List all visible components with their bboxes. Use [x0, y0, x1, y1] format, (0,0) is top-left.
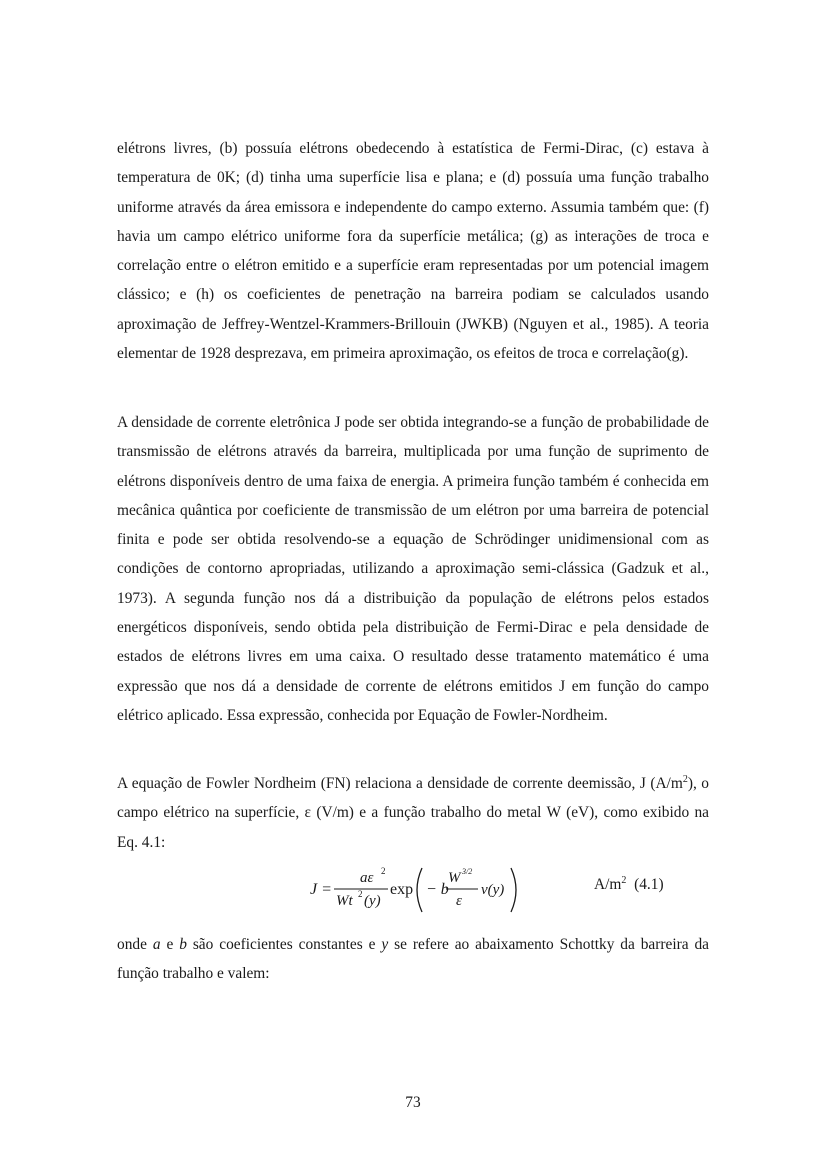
- paragraph-fn-equation-intro: [117, 769, 709, 857]
- p3-superscript: 2: [682, 773, 688, 785]
- page-number: 73: [405, 1094, 421, 1111]
- eq-right-paren: [511, 868, 516, 912]
- p4-text-3: são coeficientes constantes e: [186, 936, 382, 953]
- p4-text-2: e: [160, 936, 180, 953]
- paragraph-current-density: A densidade de corrente eletrônica J pode ser obtida integrando-se a função de probabilidade de transmissão de elétrons através da barreira, multiplicada por uma função de suprimento de elétrons disponíveis dentro de uma faixa de energia. A primeira função também é conhecida em mecânica quântica por coeficiente de transmissão de um elétron por uma barreira de potencial finita e pode ser obtida resolvendo-se a equação de Schrödinger unidimensional com as condições de contorno apropriadas, utilizando a aproximação semi-clássica (Gadzuk et al., 1973). A segunda função nos dá a distribuição da população de elétrons pelos estados energéticos disponíveis, sendo obtida pela distribuição de Fermi-Dirac e pela densidade de estados de elétrons livres em uma caixa. O resultado desse tratamento matemático é uma expressão que nos dá a densidade de corrente de elétrons emitidos J em função do campo elétrico aplicado. Essa expressão, conhecida por Equação de Fowler-Nordheim.: [117, 414, 709, 724]
- eq-unit-sup: 2: [621, 874, 627, 886]
- p4-var-y: y: [381, 936, 389, 953]
- eq-left-paren: [417, 868, 422, 912]
- eq-lhs: J =: [310, 881, 332, 898]
- eq-exp: exp: [390, 881, 414, 898]
- paragraph-fn-assumptions: elétrons livres, (b) possuía elétrons obedecendo à estatística de Fermi-Dirac, (c) estava à temperatura de 0K; (d) tinha uma superfície lisa e plana; e (d) possuía uma função trabalho uniforme através da área emissora e independente do campo externo. Assumia também que: (f) havia um campo elétrico uniforme fora da superfície metálica; (g) as interações de troca e correlação entre o elétron emitido e a superfície eram representadas por um potencial imagem clássico; e (h) os coeficientes de penetração na barreira podiam se calculados usando aproximação de Jeffrey-Wentzel-Krammers-Brillouin (JWKB) (Nguyen et al., 1985). A teoria elementar de 1928 desprezava, em primeira aproximação, os efeitos de troca e correlação(g).: [117, 140, 709, 363]
- p4-text-4: se refere ao abaixamento Schottky da barreira da função trabalho e valem:: [117, 936, 710, 983]
- eq-numerator: aε: [360, 870, 374, 886]
- eq-W: W: [448, 870, 461, 886]
- p4-text-1: onde: [117, 936, 153, 953]
- equation-unit-and-number: [594, 876, 664, 894]
- paragraph-coefficients: [117, 930, 709, 989]
- equation-formula: [300, 862, 590, 918]
- equation-4-1: [300, 862, 680, 918]
- eq-denominator: Wt: [336, 893, 353, 909]
- eq-W-sup: 3/2: [462, 867, 473, 876]
- p4-var-a: a: [152, 936, 161, 953]
- eq-number: (4.1): [634, 876, 664, 893]
- eq-denominator-sup: 2: [358, 889, 363, 899]
- eq-nu: ν(y): [481, 882, 505, 898]
- eq-epsilon: ε: [456, 893, 462, 909]
- p4-var-b: b: [179, 936, 187, 953]
- eq-denominator-arg: (y): [364, 893, 381, 909]
- eq-minus-b: − b: [426, 881, 449, 898]
- eq-unit: A/m: [594, 876, 622, 893]
- p3-text-1: A equação de Fowler Nordheim (FN) relaciona a densidade de corrente deemissão, J (A/m: [117, 775, 683, 792]
- p3-text-2: ), o campo elétrico na superfície, ε (V/m) e a função trabalho do metal W (eV), como exibido na Eq. 4.1:: [117, 775, 709, 851]
- eq-numerator-sup: 2: [381, 866, 386, 876]
